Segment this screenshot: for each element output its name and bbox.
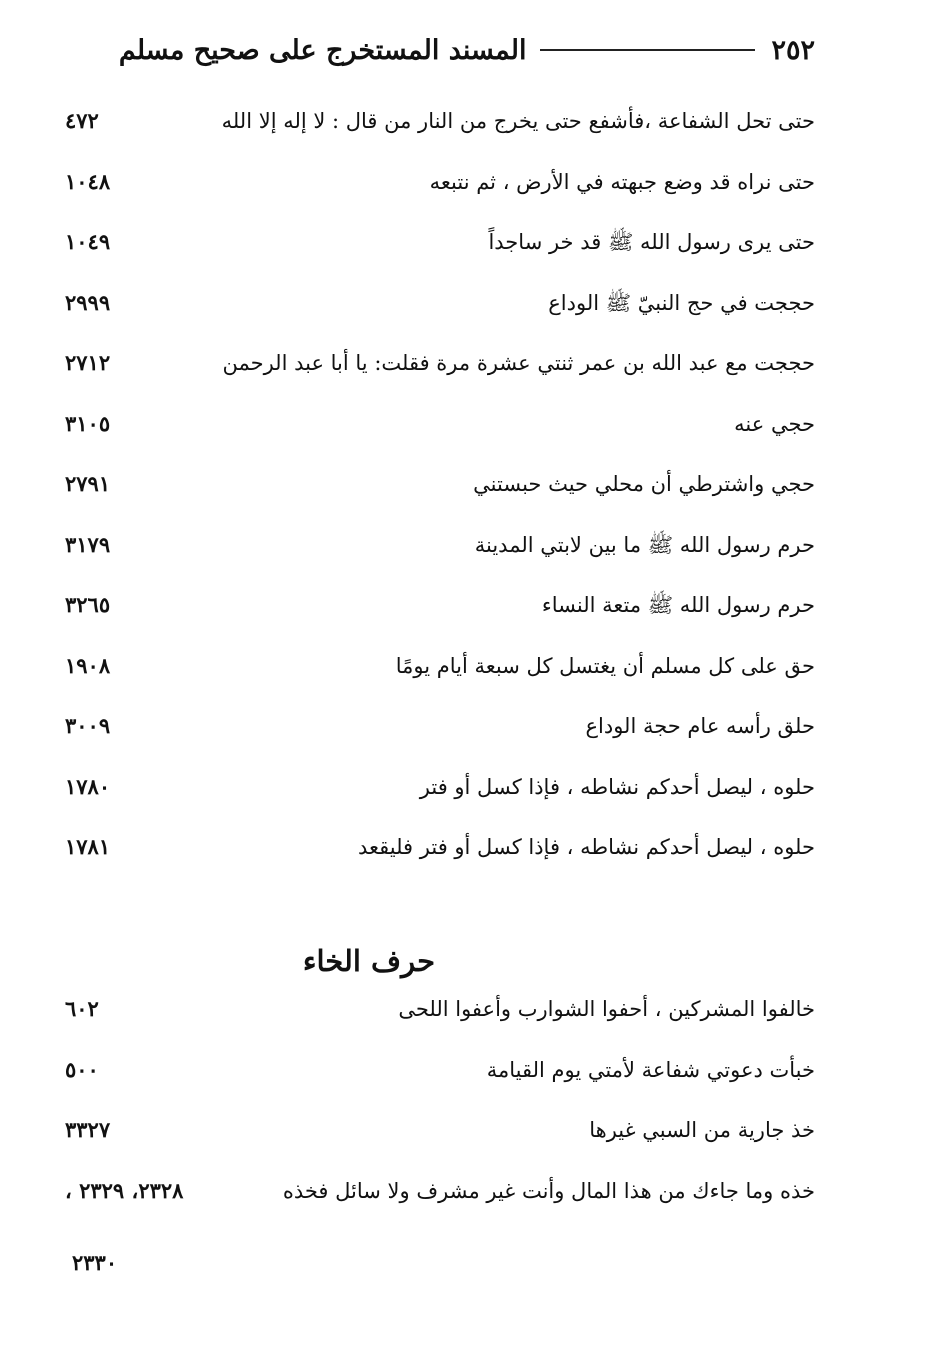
entry-reference: ٣٢٦٥ xyxy=(65,592,111,617)
index-entry xyxy=(65,1045,815,1106)
entry-reference: ٢٧١٢ xyxy=(65,350,111,375)
index-entry xyxy=(65,701,815,762)
entry-reference: ١٠٤٨ xyxy=(65,168,111,194)
entry-text: حتى يرى رسول الله ﷺ قد خر ساجداً xyxy=(488,230,815,254)
index-entry xyxy=(65,399,815,460)
entry-text: حجي عنه xyxy=(734,411,815,436)
entry-reference: ٢٧٩١ xyxy=(65,471,111,496)
index-entry xyxy=(65,641,815,702)
index-entry xyxy=(65,278,815,339)
entry-text: حق على كل مسلم أن يغتسل كل سبعة أيام يومًا xyxy=(395,653,815,678)
entry-reference: ١٧٨٠ xyxy=(65,773,111,799)
entry-reference: ٣٠٠٩ xyxy=(65,713,111,738)
entry-text: خذه وما جاءك من هذا المال وأنت غير مشرف ولا سائل فخذه xyxy=(282,1178,815,1203)
index-list-ha xyxy=(65,96,815,883)
header-rule xyxy=(540,49,755,51)
entry-text: حلق رأسه عام حجة الوداع xyxy=(585,714,815,738)
entry-text: حتى تحل الشفاعة ،فأشفع حتى يخرج من النار من قال : لا إله إلا الله xyxy=(221,109,815,133)
page-number: ٢٥٢ xyxy=(771,34,815,66)
index-entry xyxy=(65,96,815,157)
index-entry xyxy=(65,1166,815,1227)
index-entry xyxy=(65,459,815,520)
index-entry xyxy=(65,762,815,823)
entry-text: حججت في حج النبيّ ﷺ الوداع xyxy=(548,290,815,315)
entry-text: خبأت دعوتي شفاعة لأمتي يوم القيامة xyxy=(486,1057,815,1082)
entry-reference: ٦٠٢ xyxy=(65,996,99,1021)
entry-text: حتى نراه قد وضع جبهته في الأرض ، ثم نتبعه xyxy=(429,169,815,194)
entry-reference: ٥٠٠ xyxy=(65,1056,99,1082)
section-heading: حرف الخاء xyxy=(302,944,435,978)
entry-reference: ٢٣٢٨، ٢٣٢٩ ، xyxy=(65,1177,184,1203)
entry-reference: ١٧٨١ xyxy=(65,834,111,859)
entry-reference: ٤٧٢ xyxy=(65,108,99,133)
index-entry xyxy=(65,338,815,399)
entry-text: حلوه ، ليصل أحدكم نشاطه ، فإذا كسل أو فتر فليقعد xyxy=(357,835,815,859)
entry-text: حججت مع عبد الله بن عمر ثنتي عشرة مرة فقلت: يا أبا عبد الرحمن xyxy=(222,351,815,375)
index-entry xyxy=(65,822,815,883)
entry-text: خالفوا المشركين ، أحفوا الشوارب وأعفوا اللحى xyxy=(398,997,815,1021)
entry-reference: ٣١٠٥ xyxy=(65,410,111,436)
index-entry xyxy=(65,157,815,218)
entry-text: حلوه ، ليصل أحدكم نشاطه ، فإذا كسل أو فتر xyxy=(419,774,815,799)
entry-reference: ١٩٠٨ xyxy=(65,652,111,678)
index-entry xyxy=(65,984,815,1045)
entry-reference: ١٠٤٩ xyxy=(65,229,111,254)
index-entry xyxy=(65,520,815,581)
entry-text: خذ جارية من السبي غيرها xyxy=(589,1118,815,1142)
entry-reference: ٣٣٢٧ xyxy=(65,1117,111,1142)
page-header xyxy=(70,28,815,72)
index-entry xyxy=(65,580,815,641)
entry-text: حرم رسول الله ﷺ متعة النساء xyxy=(541,593,815,617)
entry-text: حرم رسول الله ﷺ ما بين لابتي المدينة xyxy=(474,532,815,557)
entry-text: حجي واشترطي أن محلي حيث حبستني xyxy=(473,472,815,496)
index-entry xyxy=(65,217,815,278)
entry-reference: ٢٩٩٩ xyxy=(65,289,111,315)
entry-reference: ٣١٧٩ xyxy=(65,531,111,557)
index-list-kha xyxy=(65,984,815,1226)
continuation-reference: ٢٣٣٠ xyxy=(72,1250,118,1275)
index-entry xyxy=(65,1105,815,1166)
book-title: المسند المستخرج على صحيح مسلم xyxy=(118,34,527,66)
